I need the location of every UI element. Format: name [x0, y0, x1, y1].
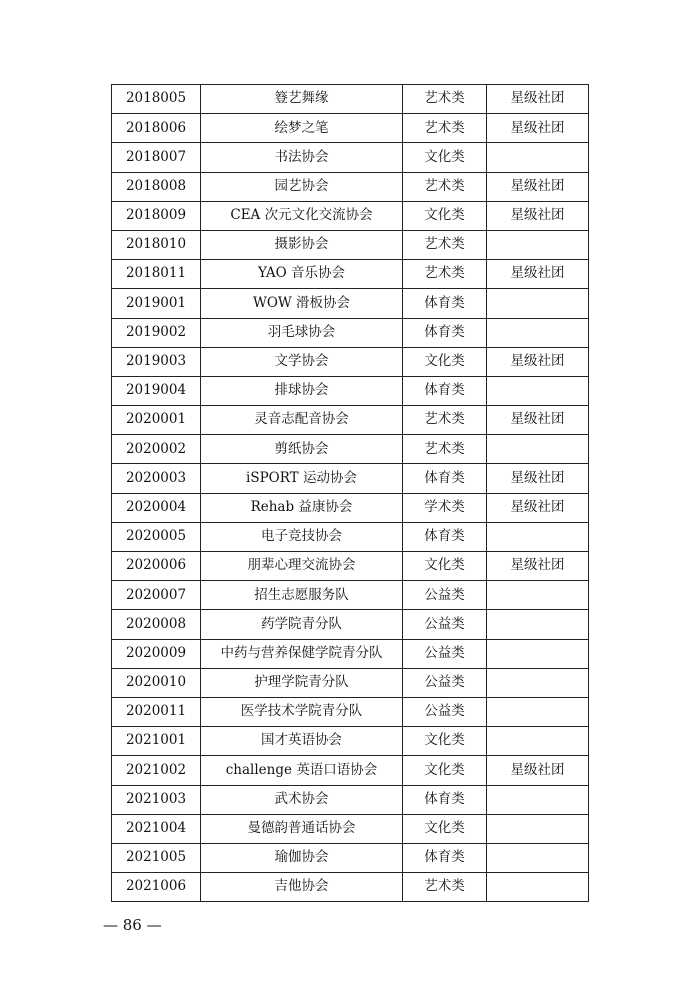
club-category-cell: 公益类	[403, 668, 487, 697]
club-name-cell: 绘梦之笔	[201, 114, 403, 143]
table-row	[112, 668, 589, 697]
club-table	[111, 84, 589, 902]
club-name-cell: 曼德韵普通话协会	[201, 814, 403, 843]
club-name-cell: 园艺协会	[201, 172, 403, 201]
table-row	[112, 727, 589, 756]
page-number: — 86 —	[103, 916, 162, 934]
club-id-cell: 2018006	[112, 114, 201, 143]
club-name-cell: 瑜伽协会	[201, 843, 403, 872]
club-name-cell: 武术协会	[201, 785, 403, 814]
club-id-cell: 2018008	[112, 172, 201, 201]
table-row	[112, 552, 589, 581]
club-id-cell: 2020004	[112, 493, 201, 522]
club-category-cell: 艺术类	[403, 260, 487, 289]
club-id-cell: 2021004	[112, 814, 201, 843]
club-id-cell: 2021003	[112, 785, 201, 814]
club-name-cell: 中药与营养保健学院青分队	[201, 639, 403, 668]
table-row	[112, 172, 589, 201]
table-row	[112, 318, 589, 347]
club-name-cell: CEA 次元文化交流协会	[201, 201, 403, 230]
club-category-cell: 体育类	[403, 376, 487, 405]
club-name-cell: WOW 滑板协会	[201, 289, 403, 318]
club-category-cell: 公益类	[403, 697, 487, 726]
club-id-cell: 2021001	[112, 727, 201, 756]
club-level-cell	[487, 435, 589, 464]
club-id-cell: 2020006	[112, 552, 201, 581]
club-category-cell: 体育类	[403, 785, 487, 814]
club-level-cell	[487, 639, 589, 668]
club-name-cell: 招生志愿服务队	[201, 581, 403, 610]
club-level-cell: 星级社团	[487, 756, 589, 785]
club-id-cell: 2021002	[112, 756, 201, 785]
club-name-cell: iSPORT 运动协会	[201, 464, 403, 493]
club-level-cell	[487, 727, 589, 756]
club-level-cell	[487, 668, 589, 697]
club-name-cell: 药学院青分队	[201, 610, 403, 639]
club-level-cell	[487, 230, 589, 259]
table-row	[112, 697, 589, 726]
table-row	[112, 464, 589, 493]
club-category-cell: 文化类	[403, 201, 487, 230]
club-name-cell: 书法协会	[201, 143, 403, 172]
club-category-cell: 文化类	[403, 756, 487, 785]
club-level-cell	[487, 843, 589, 872]
table-row	[112, 843, 589, 872]
club-category-cell: 文化类	[403, 347, 487, 376]
club-category-cell: 体育类	[403, 318, 487, 347]
table-row	[112, 435, 589, 464]
club-category-cell: 体育类	[403, 464, 487, 493]
club-level-cell	[487, 522, 589, 551]
club-level-cell	[487, 873, 589, 902]
club-level-cell: 星级社团	[487, 114, 589, 143]
club-category-cell: 文化类	[403, 727, 487, 756]
club-id-cell: 2020005	[112, 522, 201, 551]
table-row	[112, 639, 589, 668]
club-category-cell: 公益类	[403, 639, 487, 668]
club-category-cell: 文化类	[403, 143, 487, 172]
club-id-cell: 2020007	[112, 581, 201, 610]
table-row	[112, 230, 589, 259]
table-row	[112, 756, 589, 785]
club-level-cell	[487, 289, 589, 318]
table-row	[112, 85, 589, 114]
club-category-cell: 艺术类	[403, 230, 487, 259]
table-row	[112, 289, 589, 318]
table-row	[112, 522, 589, 551]
club-name-cell: 灵音志配音协会	[201, 406, 403, 435]
club-id-cell: 2020002	[112, 435, 201, 464]
club-id-cell: 2019004	[112, 376, 201, 405]
club-level-cell	[487, 318, 589, 347]
club-name-cell: 朋辈心理交流协会	[201, 552, 403, 581]
club-name-cell: YAO 音乐协会	[201, 260, 403, 289]
club-id-cell: 2021006	[112, 873, 201, 902]
club-category-cell: 艺术类	[403, 873, 487, 902]
club-id-cell: 2018010	[112, 230, 201, 259]
club-name-cell: challenge 英语口语协会	[201, 756, 403, 785]
table-row	[112, 873, 589, 902]
club-level-cell: 星级社团	[487, 85, 589, 114]
table-row	[112, 814, 589, 843]
club-id-cell: 2018011	[112, 260, 201, 289]
club-category-cell: 艺术类	[403, 406, 487, 435]
club-level-cell	[487, 610, 589, 639]
club-category-cell: 体育类	[403, 522, 487, 551]
club-category-cell: 公益类	[403, 581, 487, 610]
club-id-cell: 2020003	[112, 464, 201, 493]
club-id-cell: 2021005	[112, 843, 201, 872]
club-level-cell: 星级社团	[487, 464, 589, 493]
club-category-cell: 公益类	[403, 610, 487, 639]
club-name-cell: 文学协会	[201, 347, 403, 376]
table-row	[112, 406, 589, 435]
club-name-cell: 吉他协会	[201, 873, 403, 902]
club-level-cell: 星级社团	[487, 172, 589, 201]
club-level-cell	[487, 814, 589, 843]
club-category-cell: 艺术类	[403, 114, 487, 143]
club-id-cell: 2020008	[112, 610, 201, 639]
club-name-cell: 护理学院青分队	[201, 668, 403, 697]
club-name-cell: 排球协会	[201, 376, 403, 405]
table-row	[112, 493, 589, 522]
club-name-cell: Rehab 益康协会	[201, 493, 403, 522]
club-level-cell	[487, 697, 589, 726]
club-category-cell: 体育类	[403, 289, 487, 318]
club-id-cell: 2020011	[112, 697, 201, 726]
table-row	[112, 260, 589, 289]
club-level-cell: 星级社团	[487, 201, 589, 230]
club-category-cell: 艺术类	[403, 85, 487, 114]
club-name-cell: 羽毛球协会	[201, 318, 403, 347]
table-row	[112, 114, 589, 143]
table-row	[112, 201, 589, 230]
club-name-cell: 国才英语协会	[201, 727, 403, 756]
club-level-cell: 星级社团	[487, 347, 589, 376]
club-level-cell: 星级社团	[487, 552, 589, 581]
club-id-cell: 2020001	[112, 406, 201, 435]
club-name-cell: 医学技术学院青分队	[201, 697, 403, 726]
club-level-cell: 星级社团	[487, 260, 589, 289]
club-level-cell	[487, 785, 589, 814]
club-category-cell: 文化类	[403, 814, 487, 843]
table-row	[112, 376, 589, 405]
table-row	[112, 610, 589, 639]
club-id-cell: 2020010	[112, 668, 201, 697]
club-id-cell: 2018009	[112, 201, 201, 230]
club-level-cell	[487, 143, 589, 172]
club-id-cell: 2019002	[112, 318, 201, 347]
table-row	[112, 785, 589, 814]
club-category-cell: 体育类	[403, 843, 487, 872]
club-name-cell: 簦艺舞缘	[201, 85, 403, 114]
club-level-cell	[487, 581, 589, 610]
table-row	[112, 143, 589, 172]
club-name-cell: 剪纸协会	[201, 435, 403, 464]
club-name-cell: 电子竞技协会	[201, 522, 403, 551]
club-id-cell: 2020009	[112, 639, 201, 668]
club-category-cell: 文化类	[403, 552, 487, 581]
table-row	[112, 581, 589, 610]
club-level-cell: 星级社团	[487, 406, 589, 435]
club-id-cell: 2019003	[112, 347, 201, 376]
club-level-cell	[487, 376, 589, 405]
club-category-cell: 艺术类	[403, 172, 487, 201]
table-row	[112, 347, 589, 376]
club-id-cell: 2018005	[112, 85, 201, 114]
club-id-cell: 2018007	[112, 143, 201, 172]
club-category-cell: 艺术类	[403, 435, 487, 464]
club-id-cell: 2019001	[112, 289, 201, 318]
club-level-cell: 星级社团	[487, 493, 589, 522]
club-category-cell: 学术类	[403, 493, 487, 522]
club-name-cell: 摄影协会	[201, 230, 403, 259]
club-table-body	[112, 85, 589, 902]
